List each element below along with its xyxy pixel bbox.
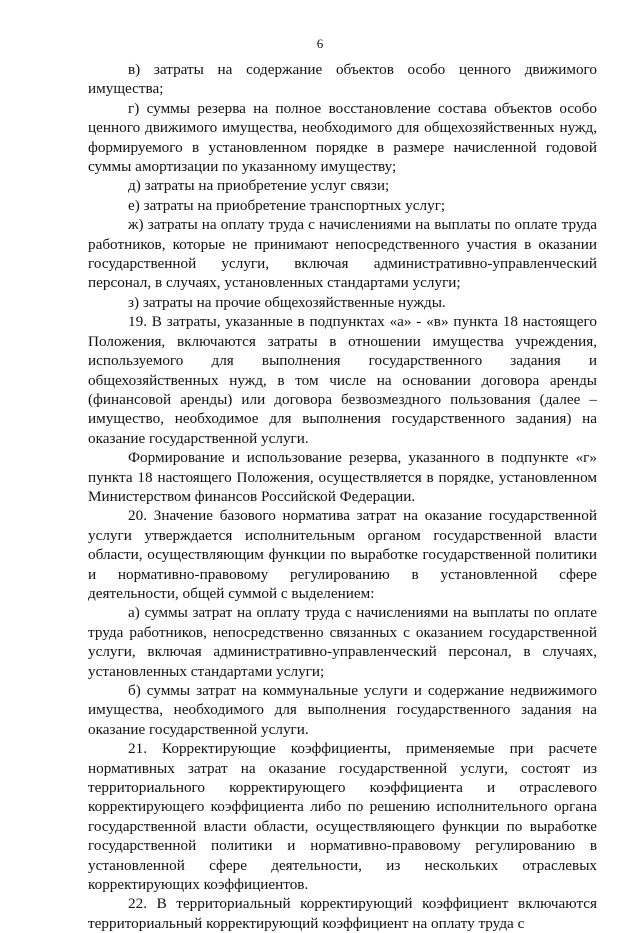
paragraph-zh: ж) затраты на оплату труда с начислениями на выплаты по оплате труда работников, которые не принимают непосредственного участия в оказании государственной услуги, включая административно-управленческий персонал, в случаях, установленных стандартами услуги; xyxy=(88,216,597,292)
paragraph-21: 21. Корректирующие коэффициенты, применяемые при расчете нормативных затрат на оказание государственной услуги, состоят из территориального корректирующего коэффициента и отраслевого корректирующего коэффициента либо по решению исполнительного органа государственной власти области, осуществляющего функции по выработке государственной политики и нормативно-правовому регулированию в установленной сфере деятельности, из нескольких отраслевых корректирующих коэффициентов. xyxy=(88,740,597,894)
paragraph-20: 20. Значение базового норматива затрат на оказание государственной услуги утверждается исполнительным органом государственной власти области, осуществляющим функции по выработке государственной политики и нормативно-правовому регулированию в установленной сфере деятельности, общей суммой с выделением: xyxy=(88,507,597,602)
paragraph-22: 22. В территориальный корректирующий коэффициент включаются территориальный корректирующий коэффициент на оплату труда с xyxy=(88,895,597,932)
paragraph-v: в) затраты на содержание объектов особо ценного движимого имущества; xyxy=(88,61,597,98)
document-body xyxy=(88,60,597,933)
paragraph-19: 19. В затраты, указанные в подпунктах «а» - «в» пункта 18 настоящего Положения, включаются затраты в отношении имущества учреждения, используемого для выполнения государственного задания и общехозяйственных нужд, в том числе на основании договора аренды (финансовой аренды) или договора безвозмездного пользования (далее – имущество, необходимое для выполнения государственного задания) на оказание государственной услуги. xyxy=(88,313,597,447)
paragraph-20b: б) суммы затрат на коммунальные услуги и содержание недвижимого имущества, необходимого для выполнения государственного задания на оказание государственной услуги. xyxy=(88,682,597,738)
paragraph-z: з) затраты на прочие общехозяйственные нужды. xyxy=(128,293,446,311)
paragraph-20a: а) суммы затрат на оплату труда с начислениями на выплаты по оплате труда работников, непосредственно связанных с оказанием государственной услуги, включая административно-управленческий персонал, в случаях, установленных стандартами услуги; xyxy=(88,604,597,680)
page-number: 6 xyxy=(316,36,324,51)
paragraph-g: г) суммы резерва на полное восстановление состава объектов особо ценного движимого имущества, необходимого для общехозяйственных нужд, формируемого в установленном порядке в размере начисленной годовой суммы амортизации по указанному имуществу; xyxy=(88,99,597,176)
paragraph-reserve: Формирование и использование резерва, указанного в подпункте «г» пункта 18 настоящего Положения, осуществляется в порядке, установленном Министерством финансов Российской Федерации. xyxy=(88,449,597,505)
paragraph-e: е) затраты на приобретение транспортных услуг; xyxy=(128,196,446,214)
paragraph-d: д) затраты на приобретение услуг связи; xyxy=(128,177,390,195)
